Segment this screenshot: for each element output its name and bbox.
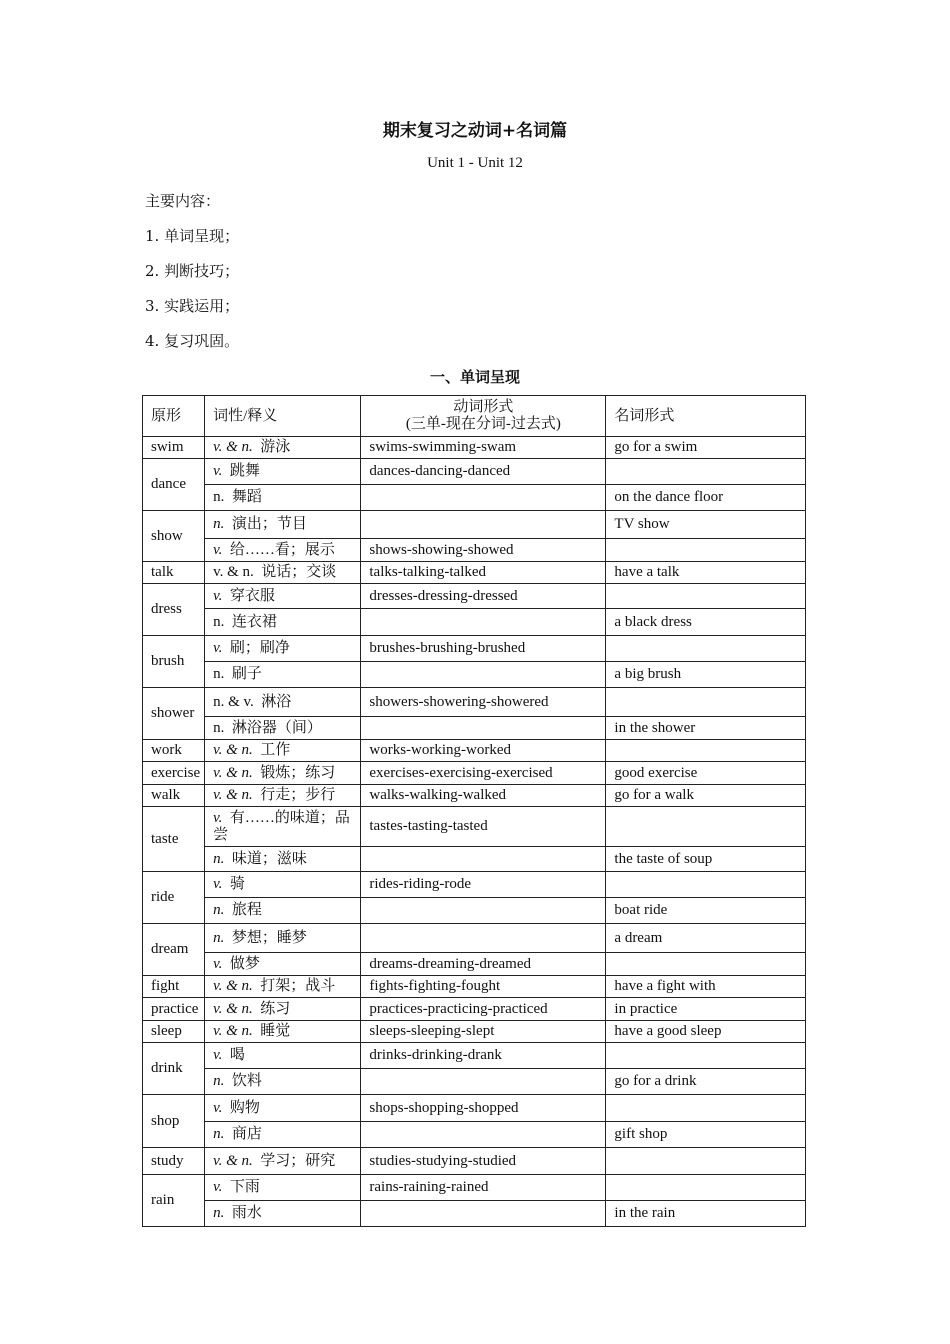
pos-cell [205,740,361,762]
verb-forms-cell: drinks-drinking-drank [361,1043,606,1069]
word-cell: swim [143,437,205,459]
verb-forms-cell: showers-showering-showered [361,688,606,717]
pos-label: v. & n. [213,787,253,803]
noun-form-cell [606,1175,806,1201]
word-cell: ride [143,872,205,924]
pos-label: n. [213,1073,225,1089]
table-row [143,717,806,740]
word-cell: study [143,1148,205,1175]
pos-cell [205,1122,361,1148]
pos-label: n. [213,719,225,736]
intro-item: 3. 实践运用； [145,297,240,315]
pos-cell [205,998,361,1021]
noun-form-cell: good exercise [606,762,806,785]
meaning-text: 刷子 [231,666,262,682]
pos-cell [205,584,361,609]
meaning-text: 给……看；展示 [229,541,335,558]
header-pos: 词性/释义 [205,396,361,437]
pos-label: v. & n. [213,439,253,455]
header-base: 原形 [143,396,205,437]
table-row [143,953,806,976]
noun-form-cell [606,1043,806,1069]
table-row [143,1201,806,1227]
page-subtitle: Unit 1 - Unit 12 [427,155,523,171]
table-header-row [143,396,806,437]
pos-cell [205,636,361,662]
pos-cell [205,1148,361,1175]
table-row [143,485,806,511]
intro-heading: 主要内容： [145,192,221,210]
verb-forms-cell: rides-riding-rode [361,872,606,898]
table-row [143,998,806,1021]
word-cell: shop [143,1095,205,1148]
noun-form-cell: a big brush [606,662,806,688]
verb-forms-cell: talks-talking-talked [361,562,606,584]
table-row [143,1095,806,1122]
pos-label: v. & n. [213,564,254,580]
verb-forms-cell [361,847,606,872]
word-cell: talk [143,562,205,584]
word-cell: work [143,740,205,762]
table-row [143,459,806,485]
intro-item: 1. 单词呈现； [145,227,240,245]
noun-form-cell [606,1095,806,1122]
verb-forms-cell [361,485,606,511]
pos-label: n. [213,666,225,682]
word-cell: exercise [143,762,205,785]
meaning-text: 雨水 [231,1205,262,1221]
pos-label: v. [213,876,223,892]
pos-cell [205,1095,361,1122]
table-row [143,976,806,998]
pos-label: v. [213,955,223,972]
pos-cell [205,717,361,740]
meaning-text: 工作 [260,742,291,758]
word-cell: practice [143,998,205,1021]
meaning-text: 打架；战斗 [260,978,336,994]
table-row [143,807,806,847]
word-cell: dance [143,459,205,511]
pos-cell [205,539,361,562]
word-cell: dress [143,584,205,636]
table-row [143,1043,806,1069]
verb-forms-cell: walks-walking-walked [361,785,606,807]
table-row [143,584,806,609]
verb-forms-cell: tastes-tasting-tasted [361,807,606,847]
verb-forms-cell [361,924,606,953]
page-title: 期末复习之动词+名词篇 [382,121,568,141]
pos-cell [205,459,361,485]
noun-form-cell: TV show [606,511,806,539]
noun-form-cell: have a good sleep [606,1021,806,1043]
word-cell: taste [143,807,205,872]
pos-cell [205,807,361,847]
pos-cell [205,1043,361,1069]
table-row [143,1148,806,1175]
header-verb-forms-line1: 动词形式 [453,399,514,415]
pos-label: v. [213,541,223,558]
pos-label: n. [213,489,225,505]
word-cell: drink [143,1043,205,1095]
pos-label: v. & n. [213,742,253,758]
meaning-text: 学习；研究 [260,1152,336,1169]
table-row [143,1021,806,1043]
meaning-text: 做梦 [229,955,260,972]
pos-cell [205,511,361,539]
verb-forms-cell [361,1122,606,1148]
noun-form-cell: have a talk [606,562,806,584]
meaning-text: 下雨 [229,1179,260,1195]
table-body [143,437,806,1227]
noun-form-cell [606,953,806,976]
pos-label: v. [213,640,223,656]
pos-cell [205,785,361,807]
noun-form-cell: go for a drink [606,1069,806,1095]
noun-form-cell: a black dress [606,609,806,636]
intro-item: 4. 复习巩固。 [145,332,240,350]
word-cell: rain [143,1175,205,1227]
pos-cell [205,898,361,924]
table-row [143,785,806,807]
pos-cell [205,688,361,717]
pos-label: v. [213,809,223,826]
pos-label: v. [213,587,223,604]
verb-forms-cell: shows-showing-showed [361,539,606,562]
pos-cell [205,924,361,953]
noun-form-cell [606,539,806,562]
table-row [143,872,806,898]
verb-forms-cell: dreams-dreaming-dreamed [361,953,606,976]
section-title: 一、单词呈现 [429,368,520,386]
table-row [143,636,806,662]
meaning-text: 刷；刷净 [229,640,290,656]
table-row [143,762,806,785]
noun-form-cell: on the dance floor [606,485,806,511]
meaning-text: 舞蹈 [231,489,262,505]
meaning-text: 购物 [229,1099,260,1116]
pos-cell [205,1201,361,1227]
table-row [143,1122,806,1148]
meaning-text: 商店 [231,1126,262,1142]
pos-cell [205,872,361,898]
verb-forms-cell: practices-practicing-practiced [361,998,606,1021]
table-row [143,1175,806,1201]
intro-item: 2. 判断技巧； [145,262,240,280]
verb-forms-cell: studies-studying-studied [361,1148,606,1175]
meaning-text: 味道；滋味 [231,850,307,867]
noun-form-cell: in practice [606,998,806,1021]
meaning-text: 骑 [229,876,245,892]
vocab-table [142,395,806,1227]
pos-label: n. & v. [213,693,254,710]
meaning-text: 连衣裙 [231,613,277,630]
pos-label: n. [213,850,225,867]
meaning-text: 说话；交谈 [261,564,337,580]
pos-label: v. & n. [213,1152,253,1169]
header-verb-forms [361,396,606,437]
noun-form-cell [606,584,806,609]
pos-cell [205,1069,361,1095]
meaning-text: 淋浴器（间） [231,719,322,736]
verb-forms-cell: sleeps-sleeping-slept [361,1021,606,1043]
meaning-text: 有……的味道；品尝 [213,809,350,843]
table-row [143,609,806,636]
noun-form-cell: gift shop [606,1122,806,1148]
noun-form-cell: the taste of soup [606,847,806,872]
word-cell: show [143,511,205,562]
header-noun-form: 名词形式 [606,396,806,437]
pos-cell [205,562,361,584]
table-row [143,924,806,953]
word-cell: shower [143,688,205,740]
pos-cell [205,485,361,511]
verb-forms-cell [361,1069,606,1095]
verb-forms-cell [361,1201,606,1227]
pos-cell [205,762,361,785]
noun-form-cell [606,459,806,485]
pos-label: v. [213,1099,223,1116]
noun-form-cell: in the rain [606,1201,806,1227]
pos-cell [205,662,361,688]
pos-label: v. & n. [213,764,253,781]
noun-form-cell [606,636,806,662]
meaning-text: 行走；步行 [260,787,336,803]
pos-label: v. & n. [213,1000,253,1017]
verb-forms-cell [361,609,606,636]
noun-form-cell: a dream [606,924,806,953]
pos-cell [205,1021,361,1043]
meaning-text: 饮料 [231,1073,262,1089]
meaning-text: 睡觉 [260,1023,291,1039]
meaning-text: 演出；节目 [231,516,307,532]
verb-forms-cell: dresses-dressing-dressed [361,584,606,609]
table-row [143,662,806,688]
pos-label: n. [213,516,225,532]
noun-form-cell: go for a walk [606,785,806,807]
verb-forms-cell: dances-dancing-danced [361,459,606,485]
noun-form-cell: boat ride [606,898,806,924]
header-verb-forms-line2: (三单-现在分词-过去式) [405,416,561,432]
pos-cell [205,847,361,872]
pos-label: n. [213,929,225,946]
pos-cell [205,953,361,976]
meaning-text: 跳舞 [229,463,260,479]
pos-label: v. & n. [213,978,253,994]
word-cell: walk [143,785,205,807]
verb-forms-cell: works-working-worked [361,740,606,762]
table-row [143,539,806,562]
table-row [143,562,806,584]
verb-forms-cell: shops-shopping-shopped [361,1095,606,1122]
pos-cell [205,976,361,998]
noun-form-cell: go for a swim [606,437,806,459]
pos-label: n. [213,613,225,630]
table-row [143,847,806,872]
meaning-text: 穿衣服 [229,587,275,604]
pos-label: n. [213,902,225,918]
pos-cell [205,609,361,636]
meaning-text: 梦想；睡梦 [231,929,307,946]
verb-forms-cell [361,662,606,688]
noun-form-cell [606,872,806,898]
meaning-text: 旅程 [231,902,262,918]
verb-forms-cell: swims-swimming-swam [361,437,606,459]
noun-form-cell [606,807,806,847]
table-row [143,511,806,539]
word-cell: fight [143,976,205,998]
meaning-text: 喝 [229,1047,245,1063]
word-cell: brush [143,636,205,688]
pos-cell [205,1175,361,1201]
meaning-text: 锻炼；练习 [260,764,336,781]
meaning-text: 练习 [260,1000,291,1017]
word-cell: dream [143,924,205,976]
verb-forms-cell: rains-raining-rained [361,1175,606,1201]
verb-forms-cell: exercises-exercising-exercised [361,762,606,785]
table-row [143,898,806,924]
pos-label: v. [213,1047,223,1063]
meaning-text: 游泳 [260,439,291,455]
table-row [143,1069,806,1095]
pos-label: v. [213,463,223,479]
noun-form-cell [606,1148,806,1175]
noun-form-cell [606,688,806,717]
verb-forms-cell [361,717,606,740]
verb-forms-cell: brushes-brushing-brushed [361,636,606,662]
table-row [143,688,806,717]
noun-form-cell [606,740,806,762]
pos-cell [205,437,361,459]
verb-forms-cell [361,511,606,539]
noun-form-cell: have a fight with [606,976,806,998]
noun-form-cell: in the shower [606,717,806,740]
pos-label: n. [213,1126,225,1142]
table-row [143,437,806,459]
pos-label: v. & n. [213,1023,253,1039]
pos-label: v. [213,1179,223,1195]
table-row [143,740,806,762]
verb-forms-cell: fights-fighting-fought [361,976,606,998]
word-cell: sleep [143,1021,205,1043]
meaning-text: 淋浴 [261,693,292,710]
pos-label: n. [213,1205,225,1221]
verb-forms-cell [361,898,606,924]
